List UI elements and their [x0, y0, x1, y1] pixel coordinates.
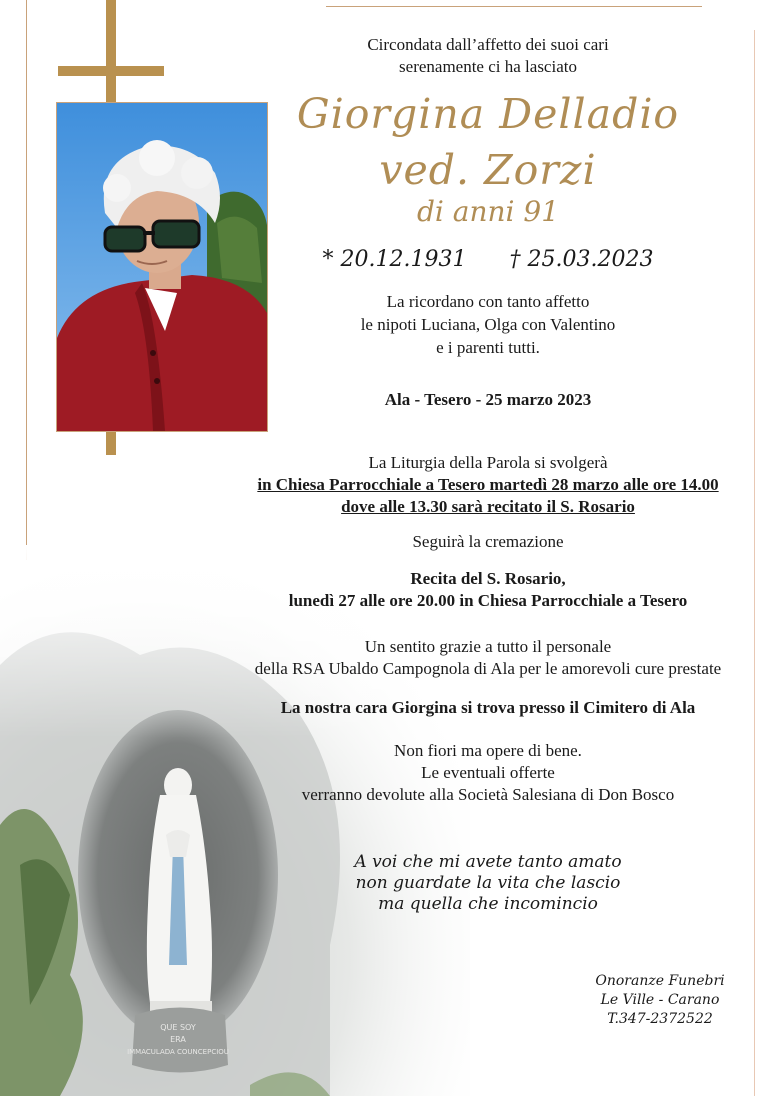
flowers-line: Non fiori ma opere di bene.	[394, 741, 582, 760]
liturgy-line: dove alle 13.30 sarà recitato il S. Rosario	[341, 497, 635, 516]
intro-line: Circondata dall’affetto dei suoi cari	[367, 35, 609, 54]
cross-horizontal-bar	[58, 66, 164, 76]
location-text: La nostra cara Giorgina si trova presso il Cimitero di Ala	[280, 698, 696, 717]
flowers-text	[200, 740, 768, 806]
thanks-line: della RSA Ubaldo Campognola di Ala per le amorevoli cure prestate	[254, 659, 722, 678]
flowers-line: Le eventuali offerte	[421, 763, 555, 782]
birth-date: * 20.12.1931	[322, 247, 467, 272]
place-and-date: Ala - Tesero - 25 marzo 2023	[384, 390, 592, 409]
remember-line: e i parenti tutti.	[436, 338, 540, 357]
liturgy-line: in Chiesa Parrocchiale a Tesero martedì 28 marzo alle ore 14.00	[257, 475, 719, 494]
remember-line: le nipoti Luciana, Olga con Valentino	[360, 315, 616, 334]
frame-top-line	[326, 6, 702, 7]
liturgy-text	[200, 452, 768, 518]
rosary-line: lunedì 27 alle ore 20.00 in Chiesa Parrocchiale a Tesero	[288, 591, 688, 610]
liturgy-line: La Liturgia della Parola si svolgerà	[368, 453, 608, 472]
thanks-text	[200, 636, 768, 680]
intro-text	[200, 34, 768, 78]
quote-line: non guardate la vita che lascio	[355, 873, 621, 893]
frame-left-line	[26, 0, 27, 560]
grotto-madonna-image	[0, 545, 470, 1096]
deceased-name	[200, 86, 768, 198]
quote-text	[200, 852, 768, 915]
remember-line: La ricordano con tanto affetto	[386, 292, 590, 311]
cremation-text: Seguirà la cremazione	[412, 532, 564, 551]
funeral-home	[580, 972, 740, 1029]
name-line: Giorgina Delladio	[296, 90, 680, 138]
life-dates	[200, 246, 768, 274]
thanks-line: Un sentito grazie a tutto il personale	[364, 637, 612, 656]
rosary-text	[200, 568, 768, 612]
quote-line: A voi che mi avete tanto amato	[354, 852, 622, 872]
intro-line: serenamente ci ha lasciato	[399, 57, 577, 76]
death-date: † 25.03.2023	[509, 247, 654, 272]
name-line: ved. Zorzi	[379, 146, 597, 194]
rosary-line: Recita del S. Rosario,	[410, 569, 566, 588]
remembrance-text	[200, 290, 768, 359]
quote-line: ma quella che incomincio	[378, 894, 598, 914]
flowers-line: verranno devolute alla Società Salesiana di Don Bosco	[301, 785, 675, 804]
age-text: di anni 91	[416, 195, 560, 228]
funeral-home-line: Onoranze Funebri	[595, 973, 725, 989]
funeral-home-line: Le Ville - Carano	[600, 992, 720, 1008]
funeral-home-phone: T.347-2372522	[607, 1011, 713, 1027]
